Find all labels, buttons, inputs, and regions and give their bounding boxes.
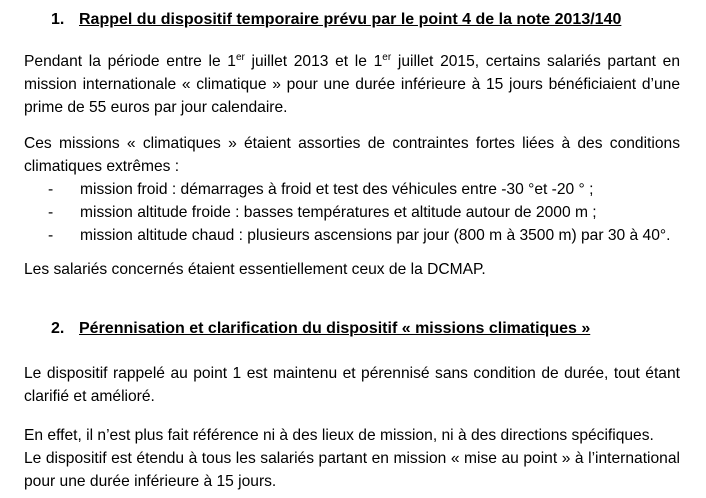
section-2-title: Pérennisation et clarification du dispositif « missions climatiques » (79, 320, 591, 337)
section-2-paragraph-2 (24, 424, 680, 493)
section-2-heading (51, 320, 590, 338)
paragraph-line: climatiques extrêmes : (24, 158, 180, 175)
paragraph-line: En effet, il n’est plus fait référence ni à des lieux de mission, ni à des directions spécifiques. (24, 427, 654, 444)
bullet-dash: - (48, 227, 54, 244)
section-1-paragraph-2 (24, 132, 680, 178)
section-1-heading (51, 11, 621, 29)
section-1-paragraph-3: Les salariés concernés étaient essentiellement ceux de la DCMAP. (24, 261, 486, 278)
list-item: - mission altitude froide : basses températures et altitude autour de 2000 m ; (24, 201, 680, 224)
paragraph-line: Ces missions « climatiques » étaient assorties de contraintes fortes liées à des conditions (24, 135, 680, 152)
paragraph-line: clarifié et amélioré. (24, 388, 155, 405)
section-1-title: Rappel du dispositif temporaire prévu par le point 4 de la note 2013/140 (79, 11, 622, 28)
list-item: - mission altitude chaud : plusieurs ascensions par jour (800 m à 3500 m) par 30 à 40°. (24, 224, 680, 247)
bullet-dash: - (48, 181, 54, 198)
bullet-dash: - (48, 204, 54, 221)
section-2-paragraph-1 (24, 362, 680, 408)
paragraph-line: Le dispositif est étendu à tous les salariés partant en mission « mise au point » à l’international (24, 450, 680, 467)
section-1-number: 1. (51, 11, 65, 28)
paragraph-line: Pendant la période entre le 1er juillet 2013 et le 1er juillet 2015, certains salariés partant en (24, 52, 680, 70)
paragraph-line: prime de 55 euros par jour calendaire. (24, 99, 288, 116)
list-item: - mission froid : démarrages à froid et test des véhicules entre -30 °et -20 ° ; (24, 178, 680, 201)
paragraph-line: mission internationale « climatique » pour une durée inférieure à 15 jours bénéficiaient d’une (24, 76, 680, 93)
section-2-number: 2. (51, 320, 65, 337)
paragraph-line: Le dispositif rappelé au point 1 est maintenu et pérennisé sans condition de durée, tout étant (24, 365, 680, 382)
paragraph-line: pour une durée inférieure à 15 jours. (24, 473, 277, 490)
climatic-missions-list (24, 178, 680, 247)
section-1-paragraph-1 (24, 50, 680, 119)
